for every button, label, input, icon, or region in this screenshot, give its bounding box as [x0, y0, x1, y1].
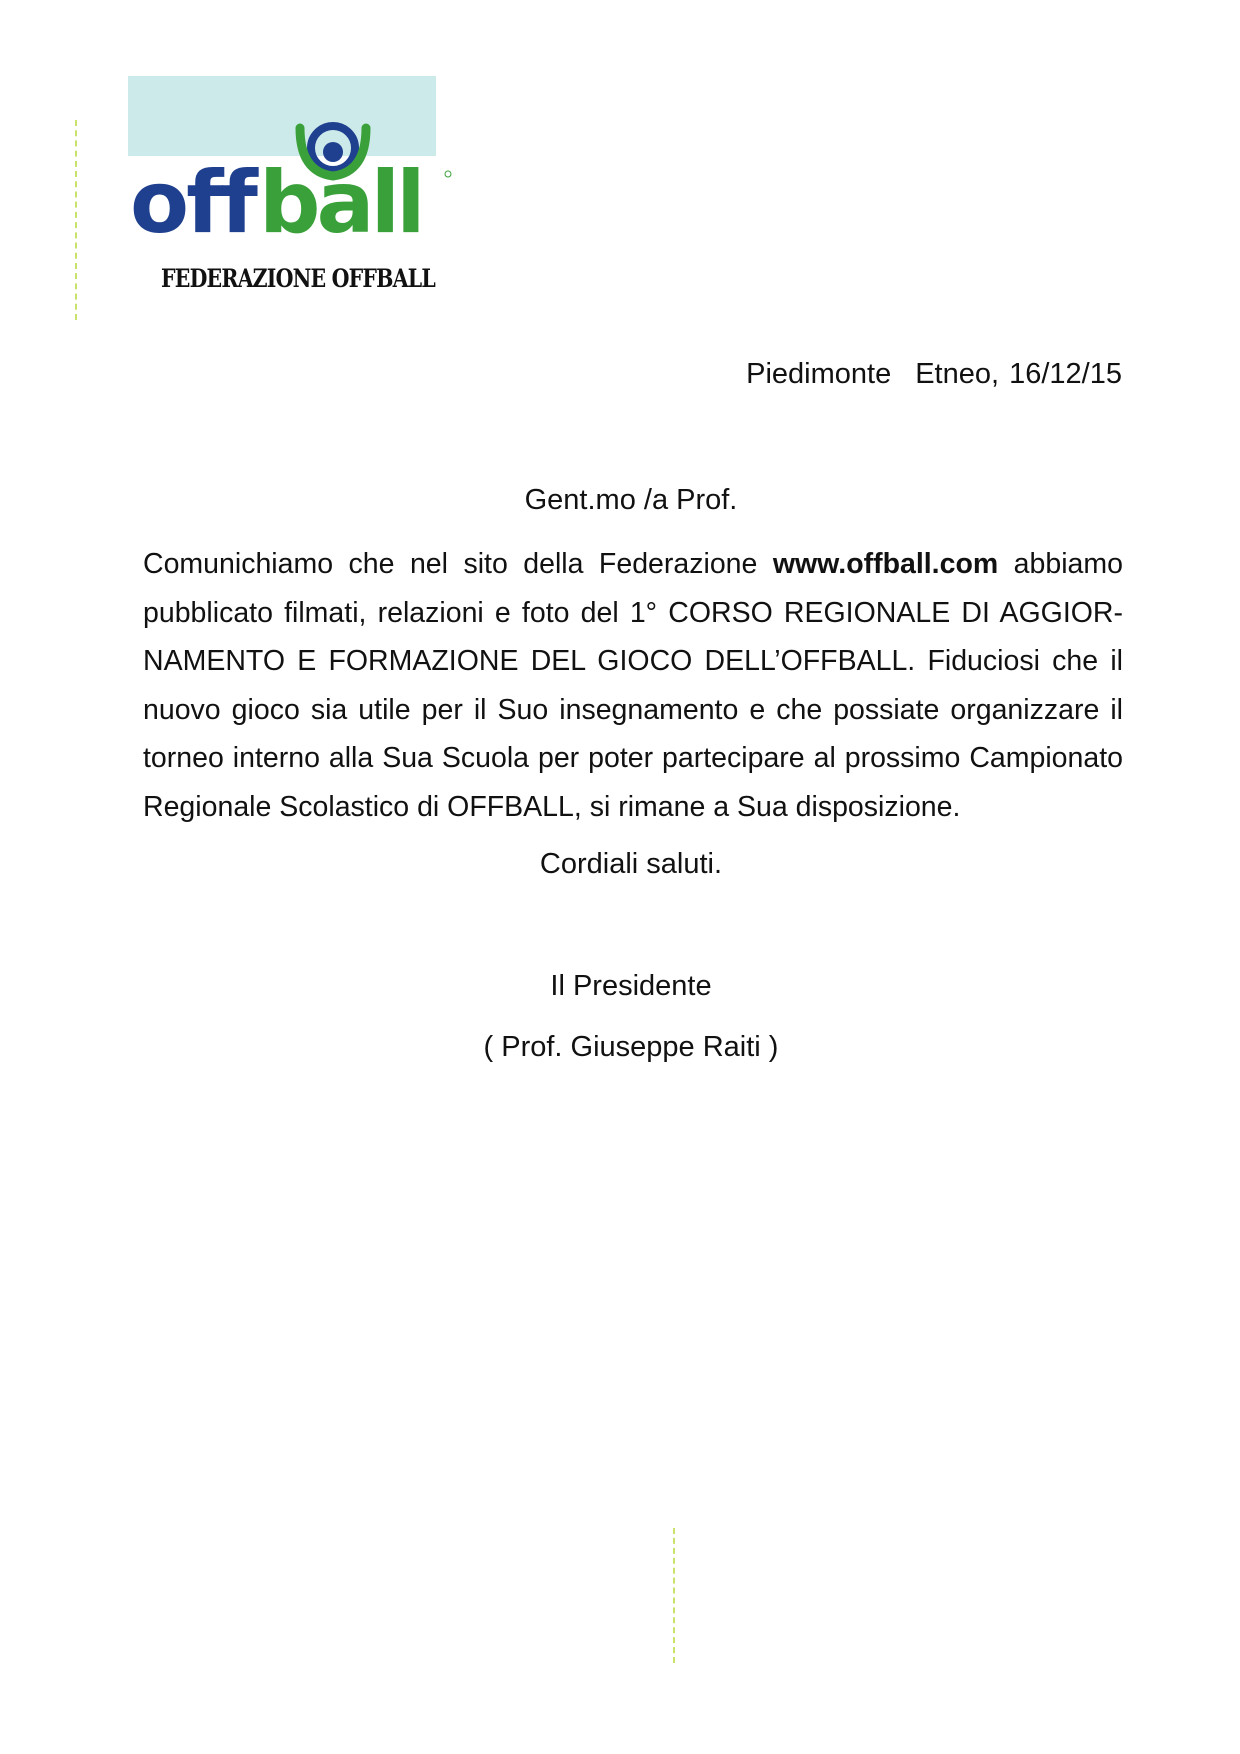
logo-wordmark-prefix: off — [130, 153, 255, 240]
decorative-dashed-line-left — [75, 120, 77, 320]
website-link[interactable]: www.offball.com — [772, 548, 999, 580]
place-name: Piedimonte — [746, 358, 892, 390]
decorative-dashed-line-bottom — [673, 1528, 675, 1663]
body-text-after-link: abbiamo pubblicato filmati, relazioni e foto del 1° CORSO REGIONALE DI AGGIORNAMENTO E FORMAZIONE DEL GIOCO DELL’OFFBALL. Fiduciosi che il nuovo gioco sia utile per il Suo insegnamento e che possiate organizzare il torneo interno alla Sua Scuola per poter partecipare al prossimo Campionato Regionale Scolastico di OFFBALL, si rimane a Sua disposizione. — [143, 548, 1123, 823]
signatory-name: ( Prof. Giuseppe Raiti ) — [483, 1031, 779, 1063]
date: Etneo, 16/12/15 — [915, 358, 1122, 390]
salutation: Gent.mo /a Prof. — [524, 484, 738, 516]
offball-logo — [128, 76, 452, 240]
offball-logo-mark — [128, 76, 452, 240]
letter-body — [143, 540, 1123, 832]
place-and-date — [746, 358, 1122, 391]
closing-greeting: Cordiali saluti. — [539, 848, 723, 880]
body-text-before-link: Comunichiamo che nel sito della Federazione — [143, 548, 773, 580]
signatory-title: Il Presidente — [550, 970, 712, 1002]
logo-wordmark-suffix: ball — [259, 153, 422, 240]
federation-name: FEDERAZIONE OFFBALL — [161, 264, 435, 293]
